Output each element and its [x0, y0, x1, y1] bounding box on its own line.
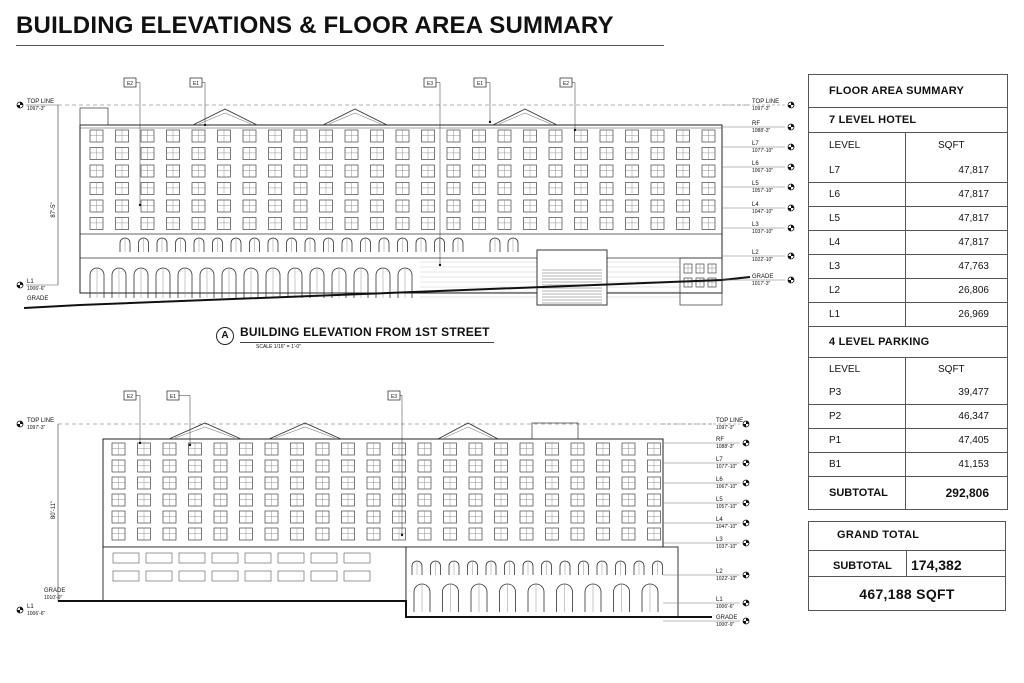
level-name: GRADE [716, 615, 738, 621]
title-underline [16, 45, 664, 46]
level-elevation: 1022'-10" [716, 576, 738, 582]
level-elevation: 1010'-9" [44, 595, 63, 601]
grand-total-box [808, 521, 1006, 611]
grand-divider [809, 550, 1005, 551]
level-marker-icon [743, 618, 749, 624]
level-elevation: 1006'-6" [27, 611, 46, 617]
elevation-a [0, 70, 800, 315]
level-name: L1 [27, 604, 34, 610]
hotel-level: L4 [829, 237, 841, 248]
level-elevation: 1006'-6" [716, 604, 735, 610]
elevation-title-rule [240, 342, 494, 343]
hotel-rows [809, 158, 1007, 326]
floor-area-summary-table [808, 74, 1008, 510]
parking-level: P3 [829, 386, 842, 398]
level-marker-icon [743, 480, 749, 486]
level-elevation: 1097'-3" [27, 106, 46, 112]
parking-subtotal-row [809, 476, 1007, 509]
level-elevation: 1037'-10" [752, 229, 774, 235]
elevation-b [0, 385, 800, 635]
elevation-a-drawing [0, 70, 800, 315]
hotel-level: L1 [829, 309, 841, 320]
height-dimension: 87'-5" [51, 202, 57, 218]
level-marker-icon [788, 205, 794, 211]
parking-sqft: 41,153 [905, 453, 1007, 476]
level-name: L7 [752, 141, 759, 147]
hotel-heading-row [809, 107, 1007, 132]
level-name: RF [716, 437, 724, 443]
elevation-scale: SCALE 1/16" = 1'-0" [256, 344, 301, 350]
hotel-sqft: 47,763 [905, 255, 1007, 278]
level-elevation: 1047'-10" [752, 209, 774, 215]
level-name: L5 [752, 181, 759, 187]
level-elevation: 1088'-3" [752, 128, 771, 134]
level-name: L1 [27, 279, 34, 285]
parking-sqft: 46,347 [905, 405, 1007, 428]
level-name: GRADE [44, 588, 66, 594]
hotel-row [809, 230, 1007, 254]
parking-row [809, 380, 1007, 404]
parking-subtotal-value: 292,806 [905, 477, 1007, 509]
level-name: TOP LINE [716, 418, 744, 424]
elevation-tag-label: E2 [126, 81, 134, 87]
level-name: L3 [752, 222, 759, 228]
level-marker-icon [788, 164, 794, 170]
elevation-tag-label: E3 [426, 81, 434, 87]
parking-heading: 4 LEVEL PARKING [829, 336, 930, 348]
grand-column-divider [906, 550, 907, 576]
parking-row [809, 404, 1007, 428]
level-marker-icon [743, 572, 749, 578]
level-elevation: 1067'-10" [716, 484, 738, 490]
grand-total-heading: GRAND TOTAL [837, 529, 920, 541]
level-elevation: 1067'-10" [752, 168, 774, 174]
level-name: L4 [716, 517, 723, 523]
hotel-level: L3 [829, 261, 841, 272]
parking-subtotal-label: SUBTOTAL [829, 487, 888, 499]
parking-heading-row [809, 326, 1007, 357]
height-dimension: 80'-11" [51, 500, 57, 520]
level-elevation: 1088'-3" [716, 444, 735, 450]
level-elevation: 1037'-10" [716, 544, 738, 550]
elevation-tag-label: E3 [390, 394, 398, 400]
level-elevation: 1047'-10" [716, 524, 738, 530]
hotel-heading: 7 LEVEL HOTEL [829, 114, 917, 126]
parking-level: P2 [829, 411, 842, 422]
level-marker-icon [17, 607, 23, 613]
level-marker-icon [788, 102, 794, 108]
level-elevation: 1000'-9" [716, 622, 735, 628]
hotel-col-sqft: SQFT [905, 133, 1007, 158]
hotel-level: L5 [829, 213, 841, 224]
level-name: L3 [716, 537, 723, 543]
elevation-title: BUILDING ELEVATION FROM 1ST STREET [240, 325, 490, 339]
grand-divider-2 [809, 576, 1005, 577]
level-name: GRADE [27, 296, 49, 302]
elevation-tag-label: E2 [562, 81, 570, 87]
level-name: L4 [752, 202, 759, 208]
level-elevation: 1077'-10" [716, 464, 738, 470]
level-elevation: 1057'-10" [752, 188, 774, 194]
level-marker-icon [743, 421, 749, 427]
level-marker-icon [788, 144, 794, 150]
grand-total-value: 467,188 SQFT [859, 586, 955, 602]
level-marker-icon [743, 520, 749, 526]
hotel-row [809, 158, 1007, 182]
hotel-row [809, 278, 1007, 302]
level-elevation: 1017'-3" [752, 281, 771, 287]
level-elevation: 1097'-3" [716, 425, 735, 431]
grand-subtotal-value: 174,382 [911, 557, 962, 573]
grand-subtotal-label: SUBTOTAL [833, 560, 892, 572]
hotel-row [809, 182, 1007, 206]
level-name: L5 [716, 497, 723, 503]
hotel-row [809, 206, 1007, 230]
hotel-level: L2 [829, 285, 841, 296]
level-elevation: 1097'-3" [27, 425, 46, 431]
sheet-title: BUILDING ELEVATIONS & FLOOR AREA SUMMARY [16, 12, 614, 39]
parking-column-header [809, 357, 1007, 380]
hotel-sqft: 47,817 [905, 207, 1007, 230]
elevation-tag-label: E1 [192, 81, 200, 87]
level-name: L2 [752, 250, 759, 256]
level-elevation: 1097'-3" [752, 106, 771, 112]
level-name: TOP LINE [27, 99, 55, 105]
parking-sqft: 47,405 [905, 429, 1007, 452]
hotel-sqft: 47,817 [905, 183, 1007, 206]
level-name: GRADE [752, 274, 774, 280]
parking-row [809, 428, 1007, 452]
elevation-tag-label: E1 [169, 394, 177, 400]
level-marker-icon [788, 253, 794, 259]
level-elevation: 1022'-10" [752, 257, 774, 263]
hotel-level: L6 [829, 189, 841, 200]
elevation-marker: A [216, 327, 234, 345]
hotel-sqft: 26,806 [905, 279, 1007, 302]
level-marker-icon [743, 500, 749, 506]
level-marker-icon [743, 540, 749, 546]
level-name: TOP LINE [752, 99, 780, 105]
level-name: RF [752, 121, 760, 127]
level-marker-icon [788, 277, 794, 283]
hotel-col-level: LEVEL [829, 140, 861, 151]
parking-row [809, 452, 1007, 476]
level-elevation: 1077'-10" [752, 148, 774, 154]
summary-title: FLOOR AREA SUMMARY [829, 85, 964, 97]
level-name: L1 [716, 597, 723, 603]
hotel-sqft: 47,817 [905, 231, 1007, 254]
level-marker-icon [788, 124, 794, 130]
elevation-b-drawing [0, 385, 800, 635]
level-name: L6 [716, 477, 723, 483]
level-name: TOP LINE [27, 418, 55, 424]
level-elevation: 1006'-6" [27, 286, 46, 292]
elevation-tag-label: E1 [476, 81, 484, 87]
summary-title-row [809, 75, 1007, 107]
level-marker-icon [788, 184, 794, 190]
hotel-column-header [809, 132, 1007, 158]
level-name: L2 [716, 569, 723, 575]
parking-col-level: LEVEL [829, 363, 861, 375]
level-marker-icon [743, 460, 749, 466]
level-marker-icon [743, 600, 749, 606]
parking-level: P1 [829, 435, 842, 446]
level-marker-icon [788, 225, 794, 231]
parking-level: B1 [829, 459, 842, 470]
hotel-row [809, 302, 1007, 326]
level-marker-icon [17, 421, 23, 427]
hotel-level: L7 [829, 164, 841, 176]
level-name: L7 [716, 457, 723, 463]
level-marker-icon [17, 282, 23, 288]
hotel-row [809, 254, 1007, 278]
parking-col-sqft: SQFT [905, 358, 1007, 380]
elevation-tag-label: E2 [126, 394, 134, 400]
parking-sqft: 39,477 [905, 380, 1007, 404]
hotel-sqft: 47,817 [905, 158, 1007, 182]
level-elevation: 1057'-10" [716, 504, 738, 510]
hotel-sqft: 26,969 [905, 303, 1007, 326]
level-marker-icon [743, 440, 749, 446]
parking-rows [809, 380, 1007, 476]
level-name: L6 [752, 161, 759, 167]
level-marker-icon [17, 102, 23, 108]
